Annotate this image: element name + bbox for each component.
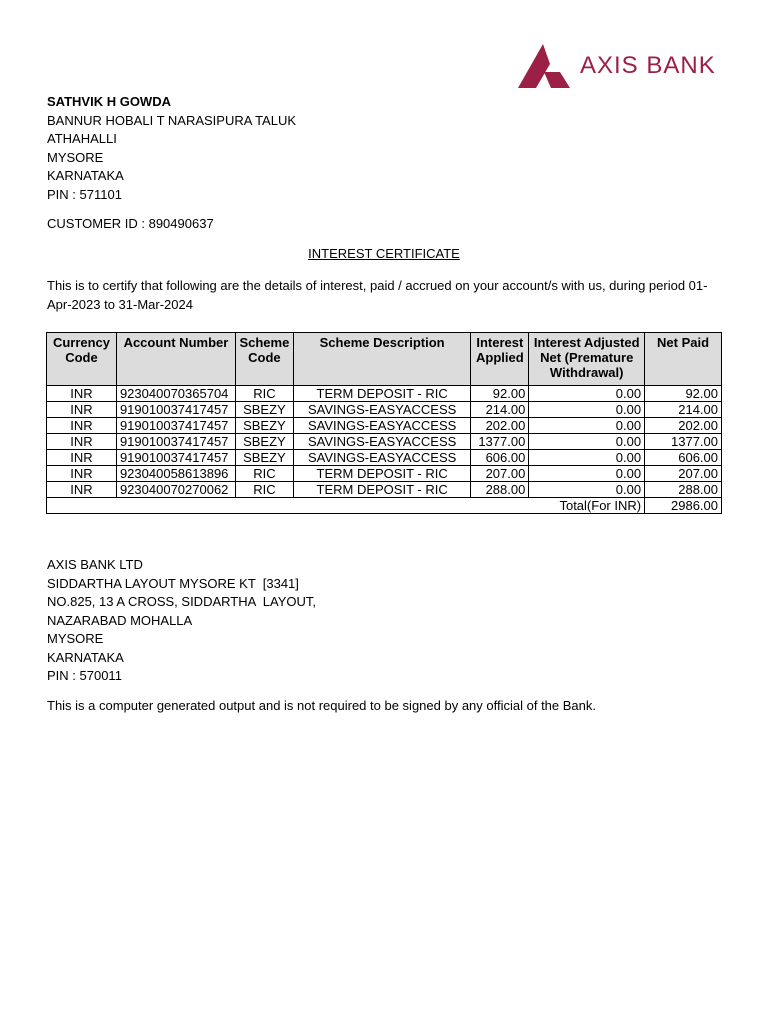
table-row [47,386,722,402]
cell-description: SAVINGS-EASYACCESS [293,434,470,450]
cell-description: SAVINGS-EASYACCESS [293,402,470,418]
branch-address-line: SIDDARTHA LAYOUT MYSORE KT [3341] [47,575,299,591]
cell-currency: INR [47,482,117,498]
cell-scheme: RIC [235,466,293,482]
header-scheme-code: Scheme Code [235,333,293,386]
cell-interest: 202.00 [471,418,529,434]
cell-net: 606.00 [645,450,722,466]
header-net-paid: Net Paid [645,333,722,386]
table-total-row [47,498,722,514]
cell-description: TERM DEPOSIT - RIC [293,466,470,482]
axis-logo-icon [514,42,572,90]
cell-adjusted: 0.00 [529,386,645,402]
cell-currency: INR [47,418,117,434]
branch-pin: PIN : 570011 [47,668,122,683]
cell-description: TERM DEPOSIT - RIC [293,386,470,402]
total-value: 2986.00 [645,498,722,514]
cell-currency: INR [47,386,117,402]
customer-name: SATHVIK H GOWDA [47,94,171,109]
table-row [47,450,722,466]
customer-address-block [47,93,296,204]
table-row [47,482,722,498]
cell-account: 923040058613896 [116,466,235,482]
cell-account: 919010037417457 [116,450,235,466]
cell-scheme: SBEZY [235,402,293,418]
cell-net: 1377.00 [645,434,722,450]
cell-account: 919010037417457 [116,434,235,450]
branch-address-block [47,556,316,686]
cell-currency: INR [47,466,117,482]
total-label: Total(For INR) [529,498,645,514]
cell-interest: 92.00 [471,386,529,402]
cell-adjusted: 0.00 [529,482,645,498]
cell-interest: 1377.00 [471,434,529,450]
branch-address-line: NO.825, 13 A CROSS, SIDDARTHA LAYOUT, [47,594,317,609]
cell-scheme: RIC [235,482,293,498]
branch-address-line: NAZARABAD MOHALLA [47,612,193,628]
cell-adjusted: 0.00 [529,402,645,418]
cell-account: 923040070270062 [116,482,235,498]
table-row [47,402,722,418]
customer-address-line: KARNATAKA [47,168,124,183]
cell-scheme: SBEZY [235,450,293,466]
cell-currency: INR [47,434,117,450]
cell-interest: 288.00 [471,482,529,498]
branch-address-line: AXIS BANK LTD [47,557,143,572]
header-scheme-description: Scheme Description [293,333,470,386]
cell-interest: 606.00 [471,450,529,466]
customer-address-line: ATHAHALLI [47,131,117,146]
header-interest-applied: Interest Applied [471,333,529,386]
cell-account: 919010037417457 [116,402,235,418]
table-row [47,434,722,450]
cell-net: 207.00 [645,466,722,482]
cell-adjusted: 0.00 [529,434,645,450]
cell-interest: 214.00 [471,402,529,418]
branch-address-line: MYSORE [47,631,104,646]
interest-table [46,332,722,514]
cell-interest: 207.00 [471,466,529,482]
header-account-number: Account Number [116,333,235,386]
header-currency-code: Currency Code [47,333,117,386]
branch-address-line: KARNATAKA [47,649,124,665]
cell-account: 923040070365704 [116,386,235,402]
cell-adjusted: 0.00 [529,466,645,482]
header-interest-adjusted: Interest Adjusted Net (Premature Withdrawal) [529,333,645,386]
cell-net: 202.00 [645,418,722,434]
cell-description: SAVINGS-EASYACCESS [293,450,470,466]
cell-scheme: SBEZY [235,434,293,450]
cell-description: TERM DEPOSIT - RIC [293,482,470,498]
certificate-title-text: INTEREST CERTIFICATE [308,246,460,261]
cell-adjusted: 0.00 [529,450,645,466]
table-row [47,466,722,482]
cell-scheme: RIC [235,386,293,402]
cell-net: 214.00 [645,402,722,418]
cell-description: SAVINGS-EASYACCESS [293,418,470,434]
axis-bank-logo [514,42,716,90]
customer-address-line: BANNUR HOBALI T NARASIPURA TALUK [47,112,296,128]
customer-id: CUSTOMER ID : 890490637 [47,216,214,231]
cell-currency: INR [47,402,117,418]
cell-account: 919010037417457 [116,418,235,434]
table-row [47,418,722,434]
footer-note: This is a computer generated output and is not required to be signed by any official of the Bank. [47,698,596,713]
total-spacer [47,498,529,514]
cell-scheme: SBEZY [235,418,293,434]
bank-logo-text: AXIS BANK [580,52,716,79]
cell-adjusted: 0.00 [529,418,645,434]
cell-net: 288.00 [645,482,722,498]
certificate-title [0,246,768,261]
customer-address-line: MYSORE [47,149,104,165]
table-header-row [47,333,722,386]
certificate-intro: This is to certify that following are the details of interest, paid / accrued on your account/s with us, during period 01-Apr-2023 to 31-Mar-2024 [47,278,708,312]
cell-currency: INR [47,450,117,466]
customer-pin: PIN : 571101 [47,186,122,202]
cell-net: 92.00 [645,386,722,402]
